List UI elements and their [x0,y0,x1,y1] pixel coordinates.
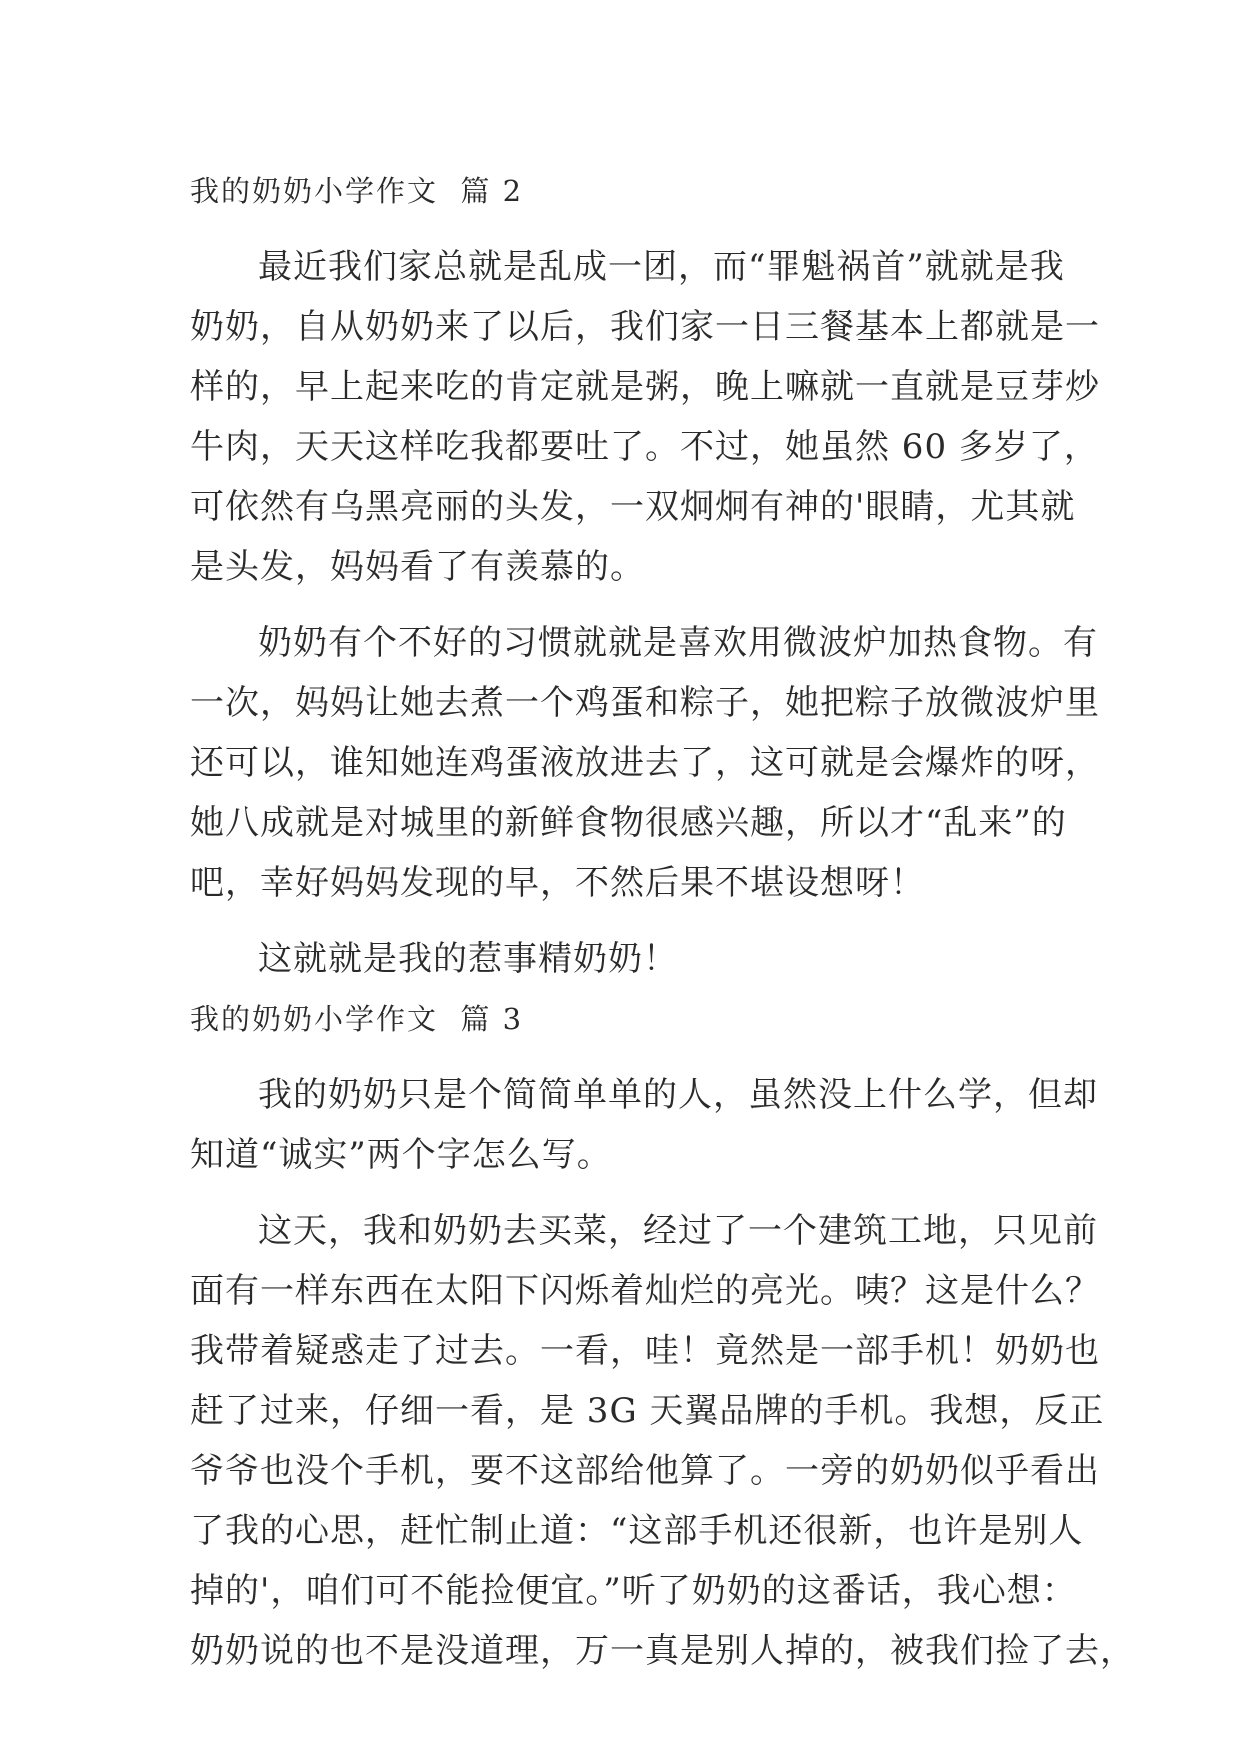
paragraph [190,1065,1098,1185]
text-line: 奶奶说的也不是没道理，万一真是别人掉的，被我们捡了去， [190,1631,1135,1671]
text-line: 最近我们家总就是乱成一团，而“罪魁祸首”就就是我 [258,247,1065,287]
text-line: 面有一样东西在太阳下闪烁着灿烂的亮光。咦？这是什么？ [190,1271,1100,1311]
text-line: 牛肉，天天这样吃我都要吐了。不过，她虽然 60 多岁了， [190,427,1099,467]
text-line: 可依然有乌黑亮丽的头发，一双炯炯有神的'眼睛，尤其就 [190,487,1076,527]
section-heading: 我的奶奶小学作文 篇 2 [190,174,524,208]
text-line: 赶了过来，仔细一看，是 3G 天翼品牌的手机。我想，反正 [190,1391,1105,1431]
text-line: 奶奶，自从奶奶来了以后，我们家一日三餐基本上都就是一 [190,307,1100,347]
paragraph [190,929,1070,989]
text-line: 她八成就是对城里的新鲜食物很感兴趣，所以才“乱来”的 [190,803,1067,843]
text-line: 了我的心思，赶忙制止道：“这部手机还很新，也许是别人 [190,1511,1084,1551]
text-line: 奶奶有个不好的习惯就就是喜欢用微波炉加热食物。有 [258,623,1098,663]
text-line: 我的奶奶只是个简简单单的人，虽然没上什么学，但却 [258,1075,1098,1115]
text-line: 知道“诚实”两个字怎么写。 [190,1135,612,1175]
document-body [190,161,1135,1681]
text-line: 还可以，谁知她连鸡蛋液放进去了，这可就是会爆炸的呀， [190,743,1100,783]
text-line: 是头发，妈妈看了有羡慕的。 [190,547,645,587]
text-line: 样的，早上起来吃的肯定就是粥，晚上嘛就一直就是豆芽炒 [190,367,1100,407]
paragraph [190,1201,1135,1681]
text-line: 一次，妈妈让她去煮一个鸡蛋和粽子，她把粽子放微波炉里 [190,683,1100,723]
text-line: 我带着疑惑走了过去。一看，哇！竟然是一部手机！奶奶也 [190,1331,1100,1371]
text-line: 爷爷也没个手机，要不这部给他算了。一旁的奶奶似乎看出 [190,1451,1100,1491]
section-heading: 我的奶奶小学作文 篇 3 [190,1002,524,1036]
paragraph [190,237,1100,597]
text-line: 掉的'，咱们可不能捡便宜。”听了奶奶的这番话，我心想： [190,1571,1077,1611]
text-line: 这天，我和奶奶去买菜，经过了一个建筑工地，只见前 [258,1211,1098,1251]
paragraph [190,613,1100,913]
section-essay-3 [190,989,1135,1681]
text-line: 吧，幸好妈妈发现的早，不然后果不堪设想呀！ [190,863,925,903]
text-line: 这就就是我的惹事精奶奶！ [258,939,678,979]
section-essay-2 [190,161,1100,989]
